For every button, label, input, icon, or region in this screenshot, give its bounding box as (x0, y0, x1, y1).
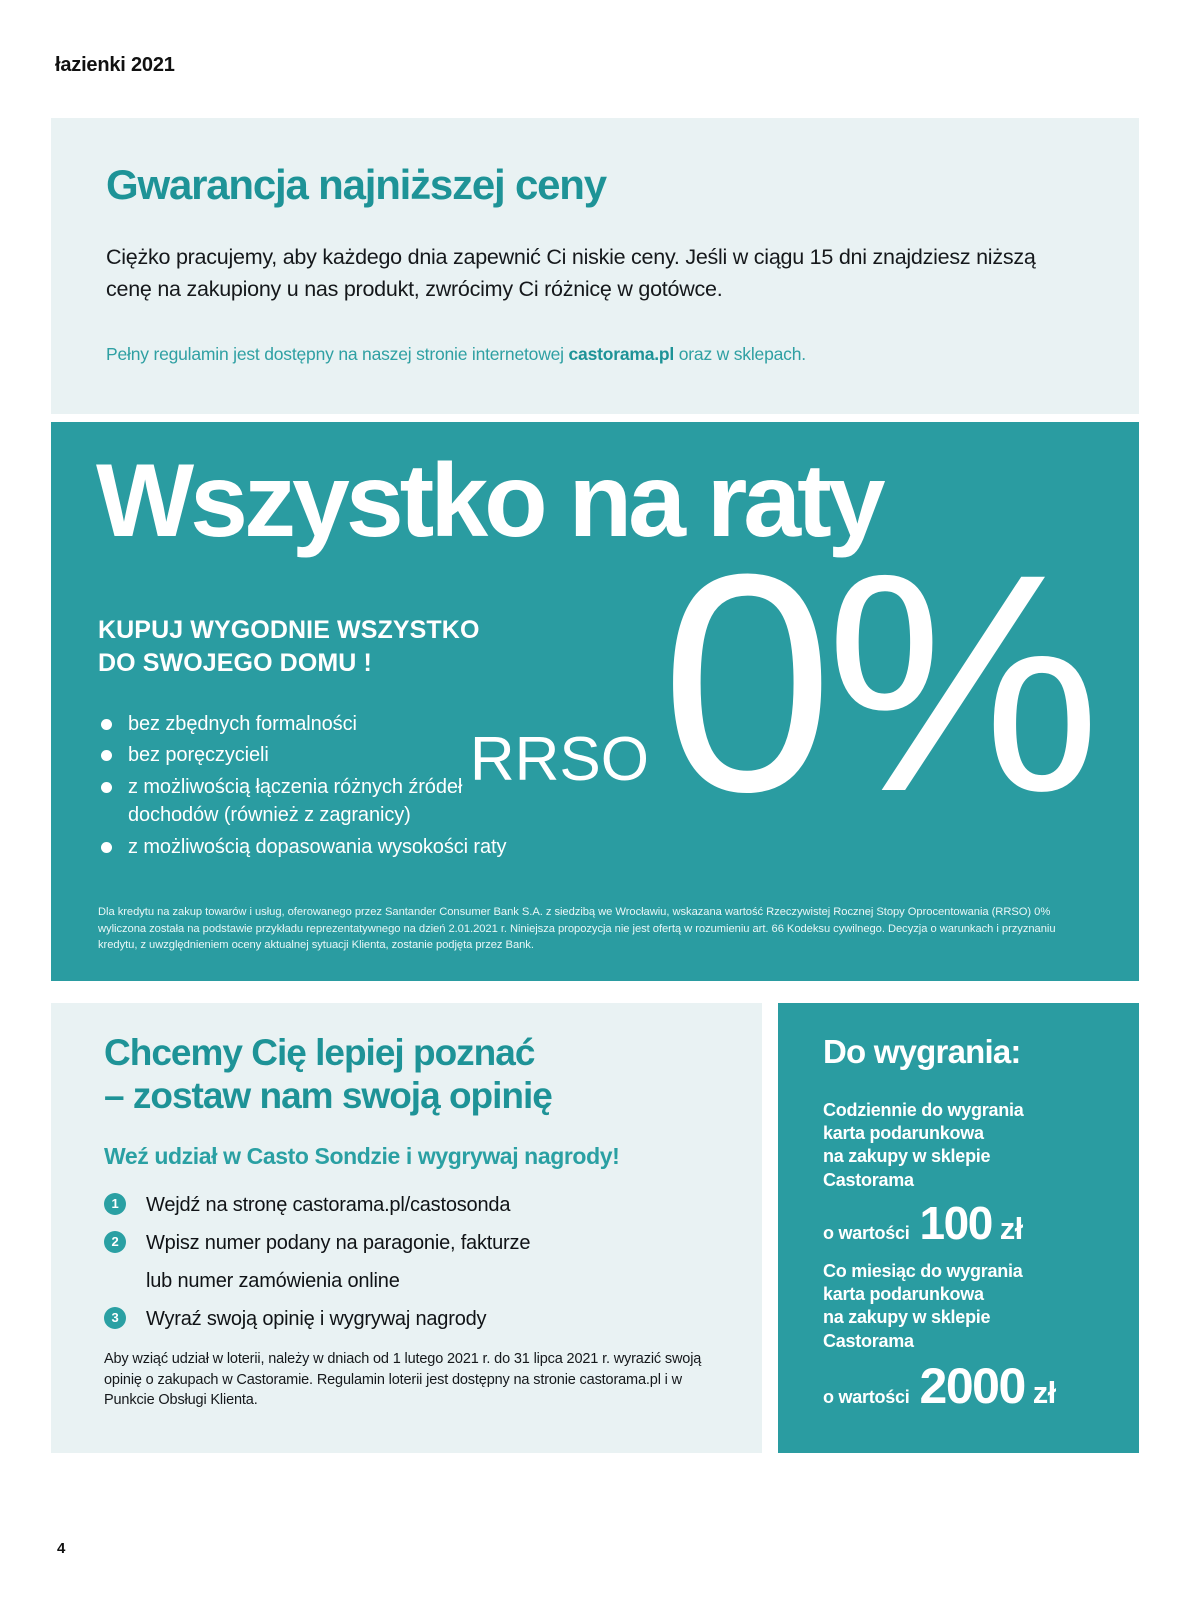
survey-title (104, 1031, 744, 1118)
list-item-label: z możliwością łączenia różnych źródeł (128, 775, 463, 798)
guarantee-note-after: oraz w sklepach. (674, 344, 806, 364)
list-item-label-continued: dochodów (również z zagranicy) (128, 804, 411, 827)
survey-title-line2: – zostaw nam swoją opinię (104, 1075, 552, 1117)
prize-amount-currency: zł (999, 1210, 1023, 1246)
prizes-title: Do wygrania: (823, 1033, 1021, 1070)
installments-subtitle-line2: DO SWOJEGO DOMU ! (98, 649, 372, 677)
step-number-badge: 2 (104, 1231, 126, 1253)
prize-desc-line3: na zakupy w sklepie (823, 1146, 991, 1167)
guarantee-note (106, 342, 1086, 367)
page-number: 4 (57, 1540, 66, 1557)
guarantee-note-link[interactable]: castorama.pl (568, 344, 675, 364)
survey-terms-note: Aby wziąć udział w loterii, należy w dniach od 1 lutego 2021 r. do 31 lipca 2021 r. wyrazić swoją opinię o zakupach w Castoramie. Regulamin loterii jest dostępny na stronie castorama.pl i w Punkcie Obsługi Klienta. (104, 1351, 702, 1409)
prize-item-monthly (823, 1260, 1123, 1414)
bullet-dot-icon (101, 842, 112, 853)
prize-amount (823, 1357, 1123, 1414)
prize-description (823, 1260, 1123, 1353)
prize-desc-line2: karta podarunkowa (823, 1123, 984, 1144)
rrso-value: 0% (660, 509, 1093, 857)
installments-panel (51, 422, 1139, 981)
step-number-badge: 1 (104, 1193, 126, 1215)
bullet-dot-icon (101, 750, 112, 761)
prize-item-daily (823, 1099, 1123, 1247)
installments-subtitle (98, 614, 480, 680)
prize-desc-line1: Codziennie do wygrania (823, 1100, 1024, 1120)
prize-desc-line1: Co miesiąc do wygrania (823, 1261, 1023, 1281)
list-item-label: Wyraź swoją opinię i wygrywaj nagrody (146, 1308, 487, 1331)
rrso-label: RRSO (469, 725, 649, 794)
page-header-title: łazienki 2021 (55, 54, 175, 76)
step-number-badge: 3 (104, 1307, 126, 1329)
prize-amount-currency: zł (1032, 1374, 1056, 1410)
list-item-label: bez zbędnych formalności (128, 713, 357, 735)
list-item-label-continued: lub numer zamówienia online (146, 1269, 400, 1292)
prize-amount (823, 1196, 1123, 1249)
prize-desc-line4: Castorama (823, 1169, 914, 1190)
prize-amount-label: o wartości (823, 1386, 910, 1407)
bullet-dot-icon (101, 782, 112, 793)
list-item-label: Wejdź na stronę castorama.pl/castosonda (146, 1194, 511, 1216)
installments-title: Wszystko na raty (96, 443, 882, 559)
prize-amount-label: o wartości (823, 1222, 910, 1243)
list-item-label: Wpisz numer podany na paragonie, fakturze (146, 1232, 531, 1255)
list-item (104, 1229, 744, 1295)
guarantee-body-text: Ciężko pracujemy, aby każdego dnia zapewnić Ci niskie ceny. Jeśli w ciągu 15 dni znajdziesz niższą cenę na zakupiony u nas produkt, zwrócimy Ci różnicę w gotówce. (106, 245, 1036, 301)
list-item (98, 833, 598, 861)
survey-lead-text: Weź udział w Casto Sondzie i wygrywaj nagrody! (104, 1143, 620, 1169)
installments-fineprint: Dla kredytu na zakup towarów i usług, oferowanego przez Santander Consumer Bank S.A. z siedzibą we Wrocławiu, wskazana wartość Rzeczywistej Rocznej Stopy Oprocentowania (RRSO) 0% wyliczona została na podstawie przykładu reprezentatywnego na dzień 2.01.2021 r. Niniejsza propozycja nie jest ofertą w rozumieniu art. 66 Kodeksu cywilnego. Decyzja o warunkach i przyznaniu kredytu, z uwzględnieniem oceny aktualnej sytuacji Klienta, zostanie podjęta przez Bank. (98, 906, 1056, 951)
installments-subtitle-line1: KUPUJ WYGODNIE WSZYSTKO (98, 616, 480, 644)
prizes-panel (778, 1003, 1139, 1453)
prize-amount-value: 100 (919, 1196, 992, 1249)
guarantee-note-before: Pełny regulamin jest dostępny na naszej stronie internetowej (106, 344, 569, 364)
prize-description (823, 1099, 1123, 1192)
guarantee-panel (51, 118, 1139, 414)
prize-desc-line2: karta podarunkowa (823, 1284, 984, 1305)
survey-title-line1: Chcemy Cię lepiej poznać (104, 1032, 535, 1073)
guarantee-title: Gwarancja najniższej ceny (106, 161, 606, 208)
prize-desc-line4: Castorama (823, 1330, 914, 1351)
list-item-label: z możliwością dopasowania wysokości raty (128, 835, 507, 858)
rrso-display (469, 509, 1093, 857)
list-item (104, 1305, 744, 1333)
prize-amount-value: 2000 (919, 1357, 1025, 1414)
bullet-dot-icon (101, 719, 112, 730)
list-item-label: bez poręczycieli (128, 744, 269, 767)
prize-desc-line3: na zakupy w sklepie (823, 1307, 991, 1328)
survey-panel (51, 1003, 762, 1453)
list-item (104, 1191, 744, 1219)
survey-steps-list (104, 1191, 744, 1344)
